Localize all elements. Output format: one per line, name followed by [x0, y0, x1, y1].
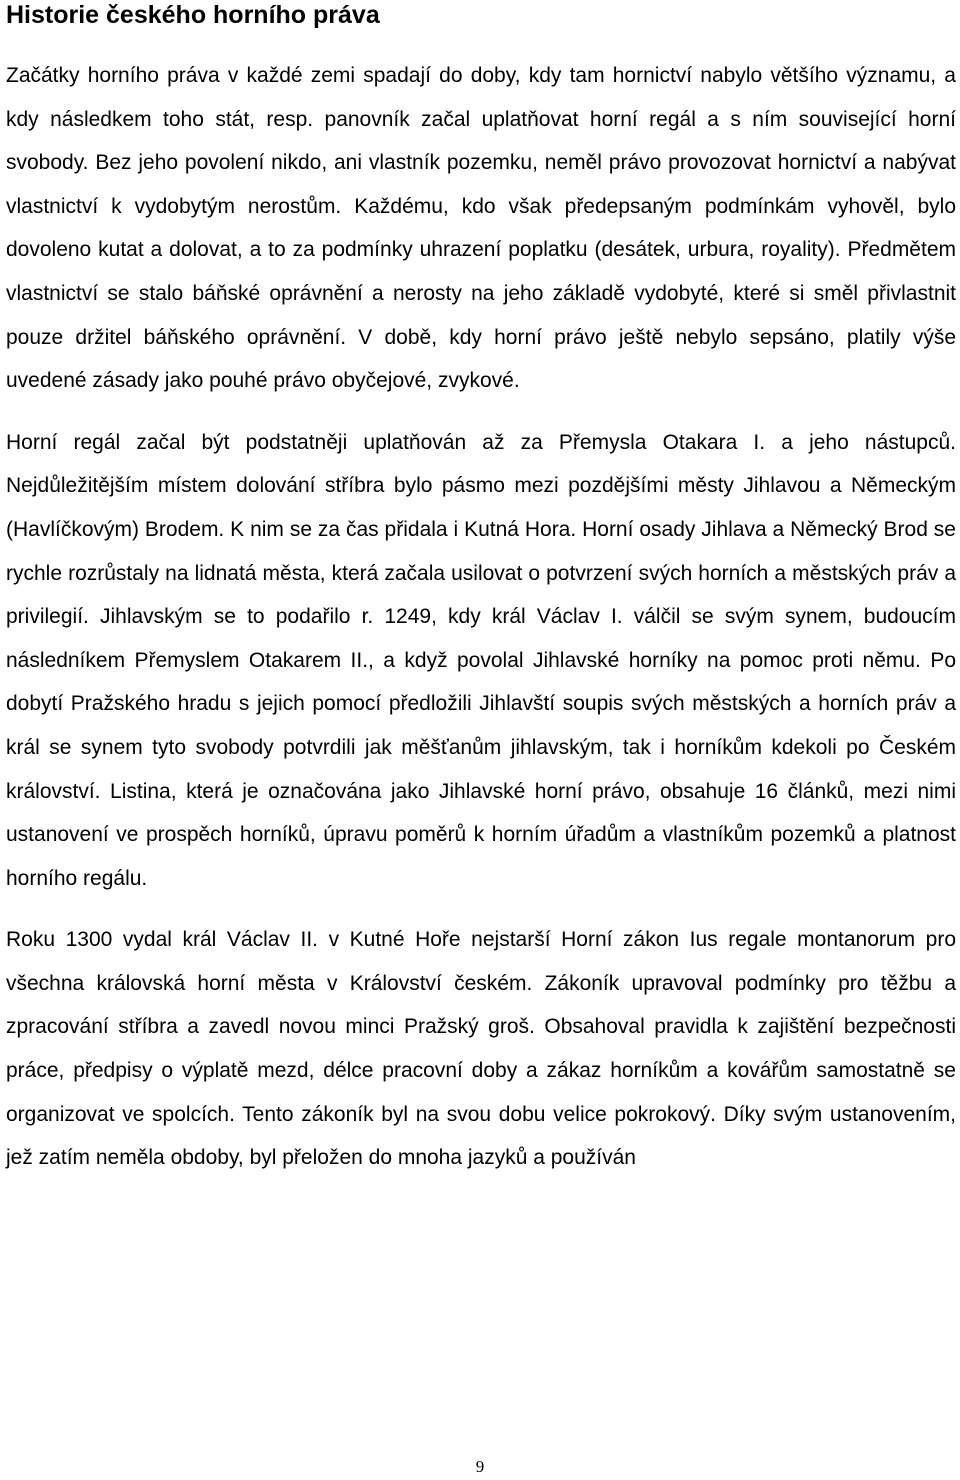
page-title: Historie českého horního práva	[6, 1, 380, 29]
page-number: 9	[475, 1457, 485, 1476]
paragraph-2: Horní regál začal být podstatněji uplatňován až za Přemysla Otakara I. a jeho nástupců. Nejdůležitějším místem dolování stříbra bylo pásmo mezi pozdějšími městy Jihlavou a Německým (Havlíčkovým) Brodem. K nim se za čas přidala i Kutná Hora. Horní osady Jihlava a Německý Brod se rychle rozrůstaly na lidnatá města, která začala usilovat o potvrzení svých horních a městských práv a privilegií. Jihlavským se to podařilo r. 1249, kdy král Václav I. válčil se svým synem, budoucím následníkem Přemyslem Otakarem II., a když povolal Jihlavské horníky na pomoc proti němu. Po dobytí Pražského hradu s jejich pomocí předložili Jihlavští soupis svých městských a horních práv a král se synem tyto svobody potvrdili jak měšťanům jihlavským, tak i horníkům kdekoli po Českém království. Listina, která je označována jako Jihlavské horní právo, obsahuje 16 článků, mezi nimi ustanovení ve prospěch horníků, úpravu poměrů k horním úřadům a vlastníkům pozemků a platnost horního regálu.	[6, 430, 956, 890]
paragraph-1: Začátky horního práva v každé zemi spadají do doby, kdy tam hornictví nabylo většího významu, a kdy následkem toho stát, resp. panovník začal uplatňovat horní regál a s ním související horní svobody. Bez jeho povolení nikdo, ani vlastník pozemku, neměl právo provozovat hornictví a nabývat vlastnictví k vydobytým nerostům. Každému, kdo však předepsaným podmínkám vyhověl, bylo dovoleno kutat a dolovat, a to za podmínky uhrazení poplatku (desátek, urbura, royality). Předmětem vlastnictví se stalo báňské oprávnění a nerosty na jeho základě vydobyté, které si směl přivlastnit pouze držitel báňského oprávnění. V době, kdy horní právo ještě nebylo sepsáno, platily výše uvedené zásady jako pouhé právo obyčejové, zvykové.	[6, 64, 956, 393]
document-page	[6, 0, 956, 1180]
paragraph-3: Roku 1300 vydal král Václav II. v Kutné Hoře nejstarší Horní zákon Ius regale montanorum pro všechna královská horní města v Království českém. Zákoník upravoval podmínky pro těžbu a zpracování stříbra a zavedl novou minci Pražský groš. Obsahoval pravidla k zajištění bezpečnosti práce, předpisy o výplatě mezd, délce pracovní doby a zákaz horníkům a kovářům samostatně se organizovat ve spolcích. Tento zákoník byl na svou dobu velice pokrokový. Díky svým ustanovením, jež zatím neměla obdoby, byl přeložen do mnoha jazyků a používán	[6, 928, 956, 1170]
